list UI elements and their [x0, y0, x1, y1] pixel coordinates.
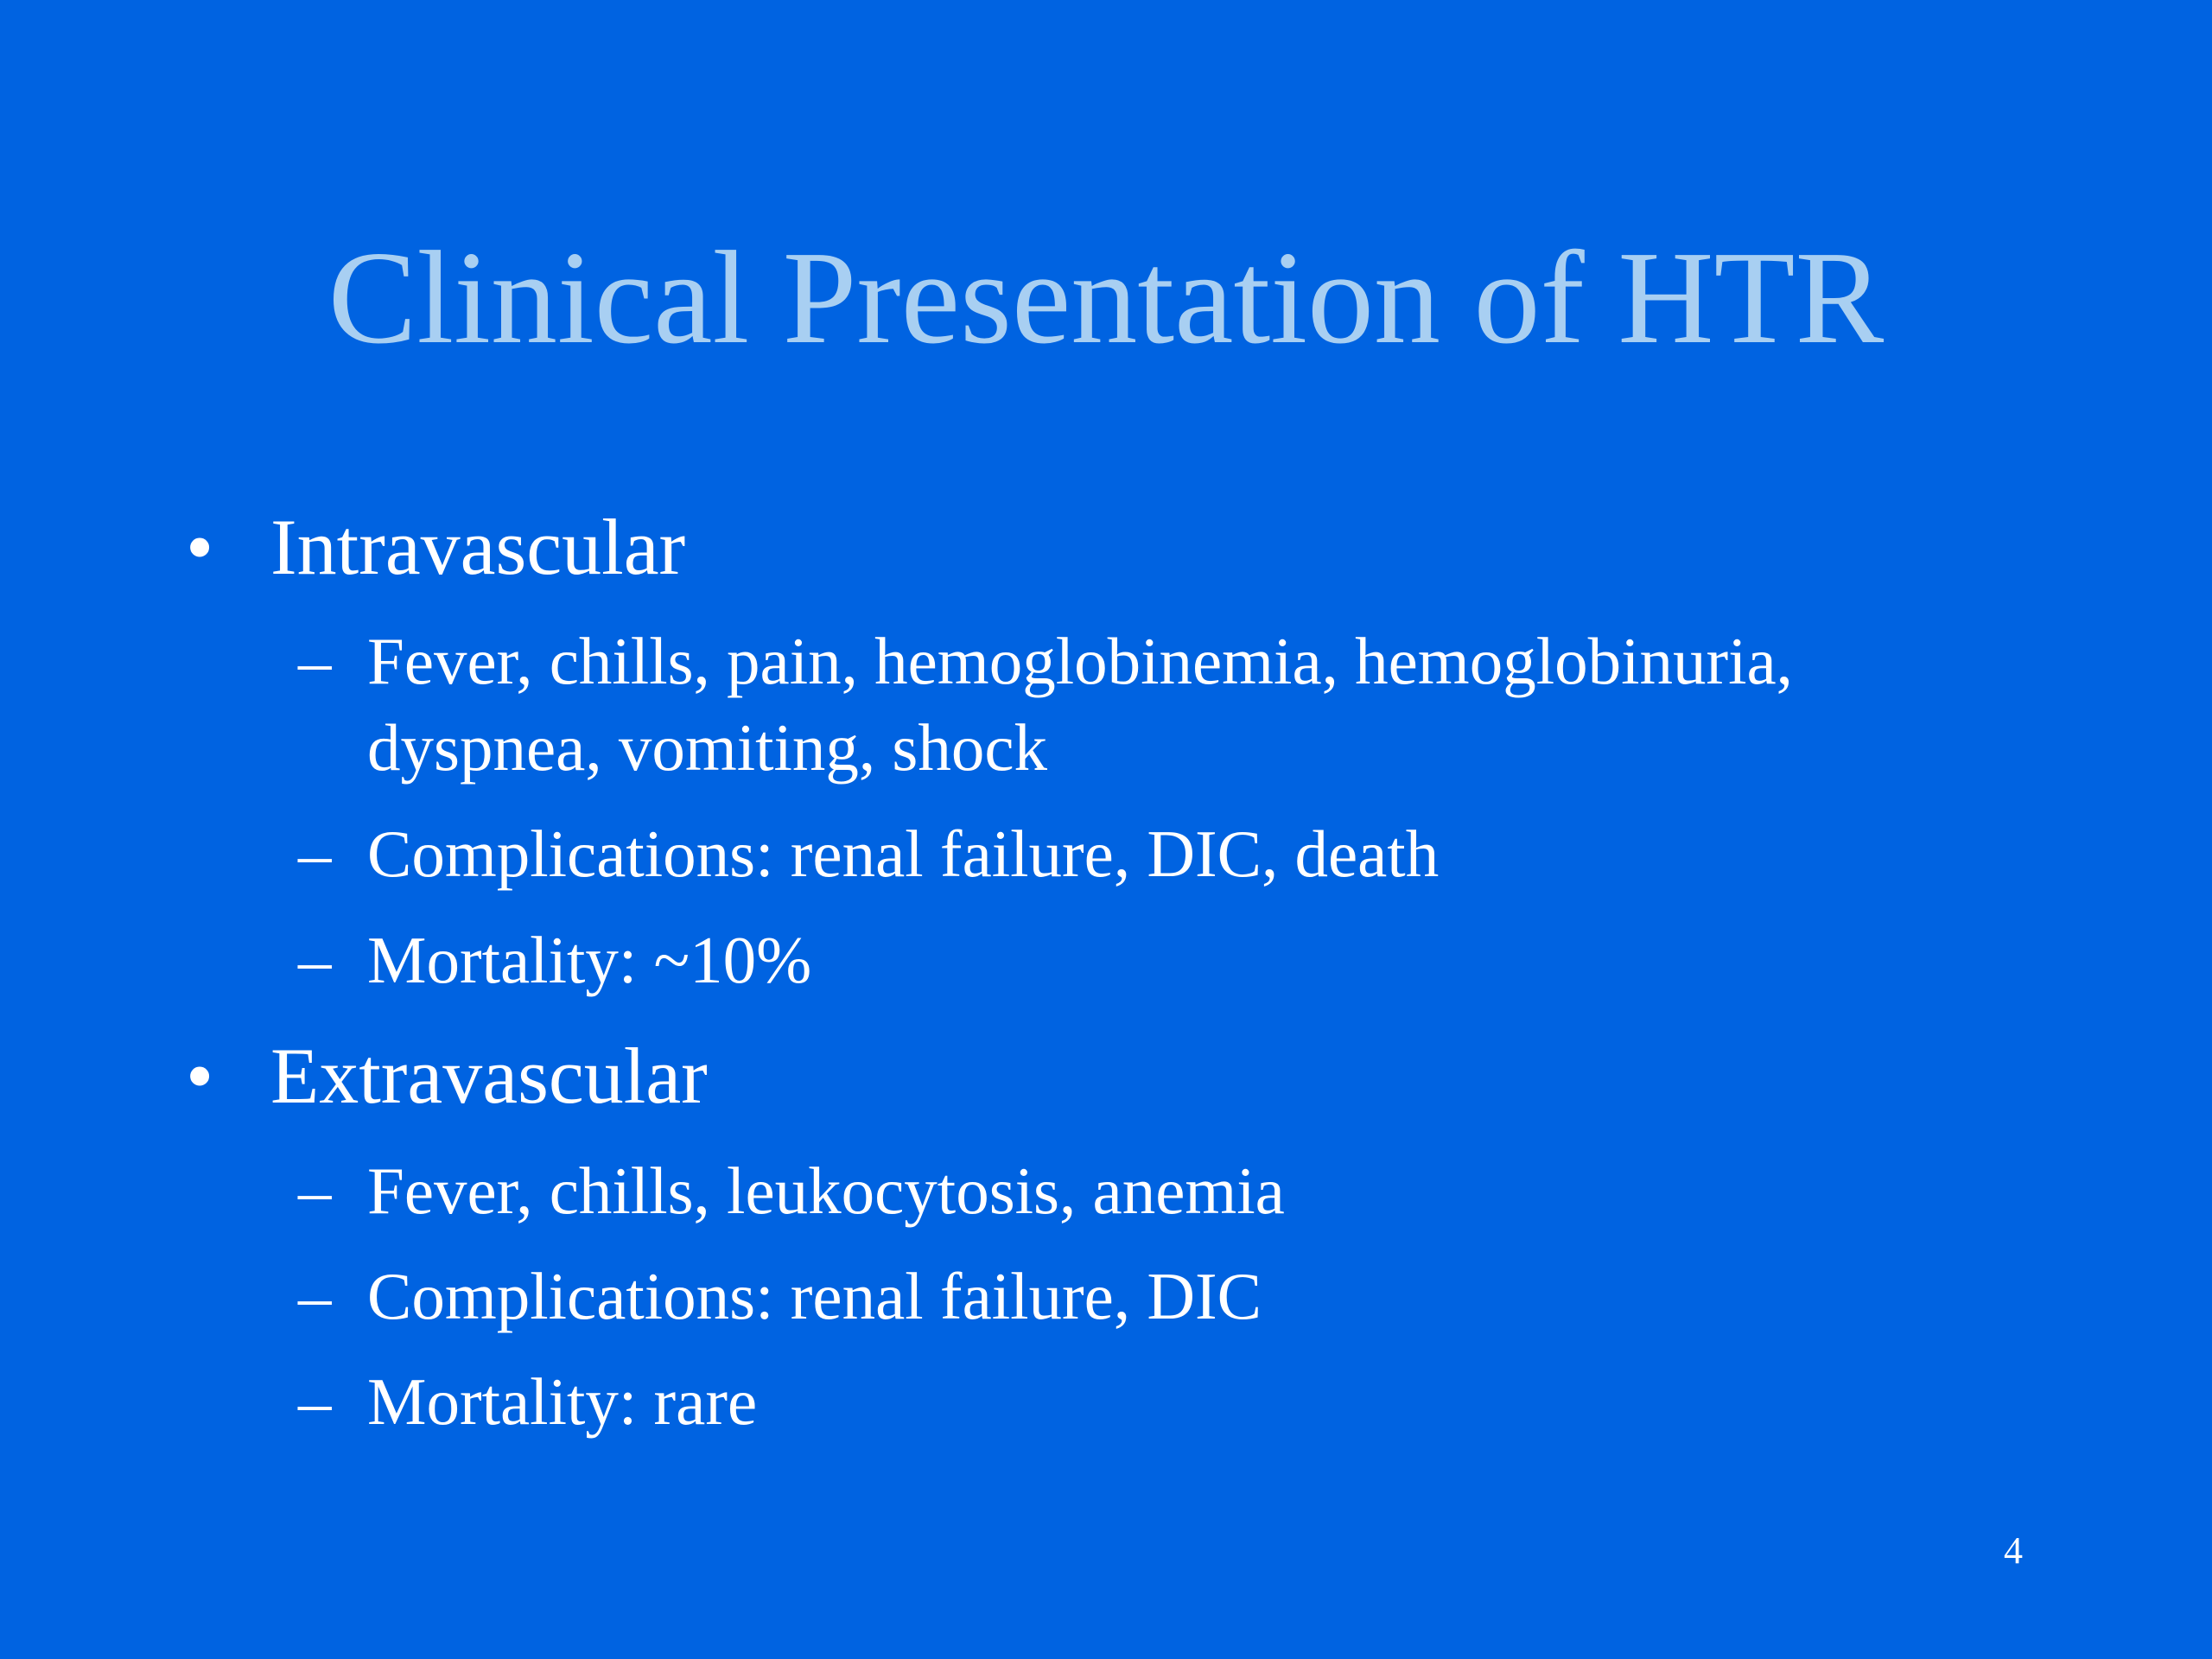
sub-item-text: Complications: renal failure, DIC [367, 1259, 1262, 1333]
dash-icon: – [298, 1364, 332, 1439]
sub-item-text: Fever, chills, leukocytosis, anemia [367, 1154, 1285, 1228]
page-number: 4 [2004, 1529, 2023, 1572]
bullet-icon: • [186, 503, 214, 591]
slide-title: Clinical Presentation of HTR [327, 225, 1885, 372]
sub-item-text: dyspnea, vomiting, shock [367, 710, 1048, 785]
sub-item-text: Fever, chills, pain, hemoglobinemia, hemoglobinuria, [367, 624, 1793, 698]
bullet-icon: • [186, 1032, 214, 1120]
dash-icon: – [298, 923, 332, 997]
dash-icon: – [298, 1259, 332, 1333]
sub-item-text: Complications: renal failure, DIC, death [367, 817, 1440, 891]
sub-item-text: Mortality: rare [367, 1364, 758, 1439]
dash-icon: – [298, 624, 332, 698]
bullet-label: Intravascular [270, 503, 686, 591]
dash-icon: – [298, 817, 332, 891]
bullet-label: Extravascular [270, 1032, 708, 1120]
sub-item-text: Mortality: ~10% [367, 923, 812, 997]
dash-icon: – [298, 1154, 332, 1228]
